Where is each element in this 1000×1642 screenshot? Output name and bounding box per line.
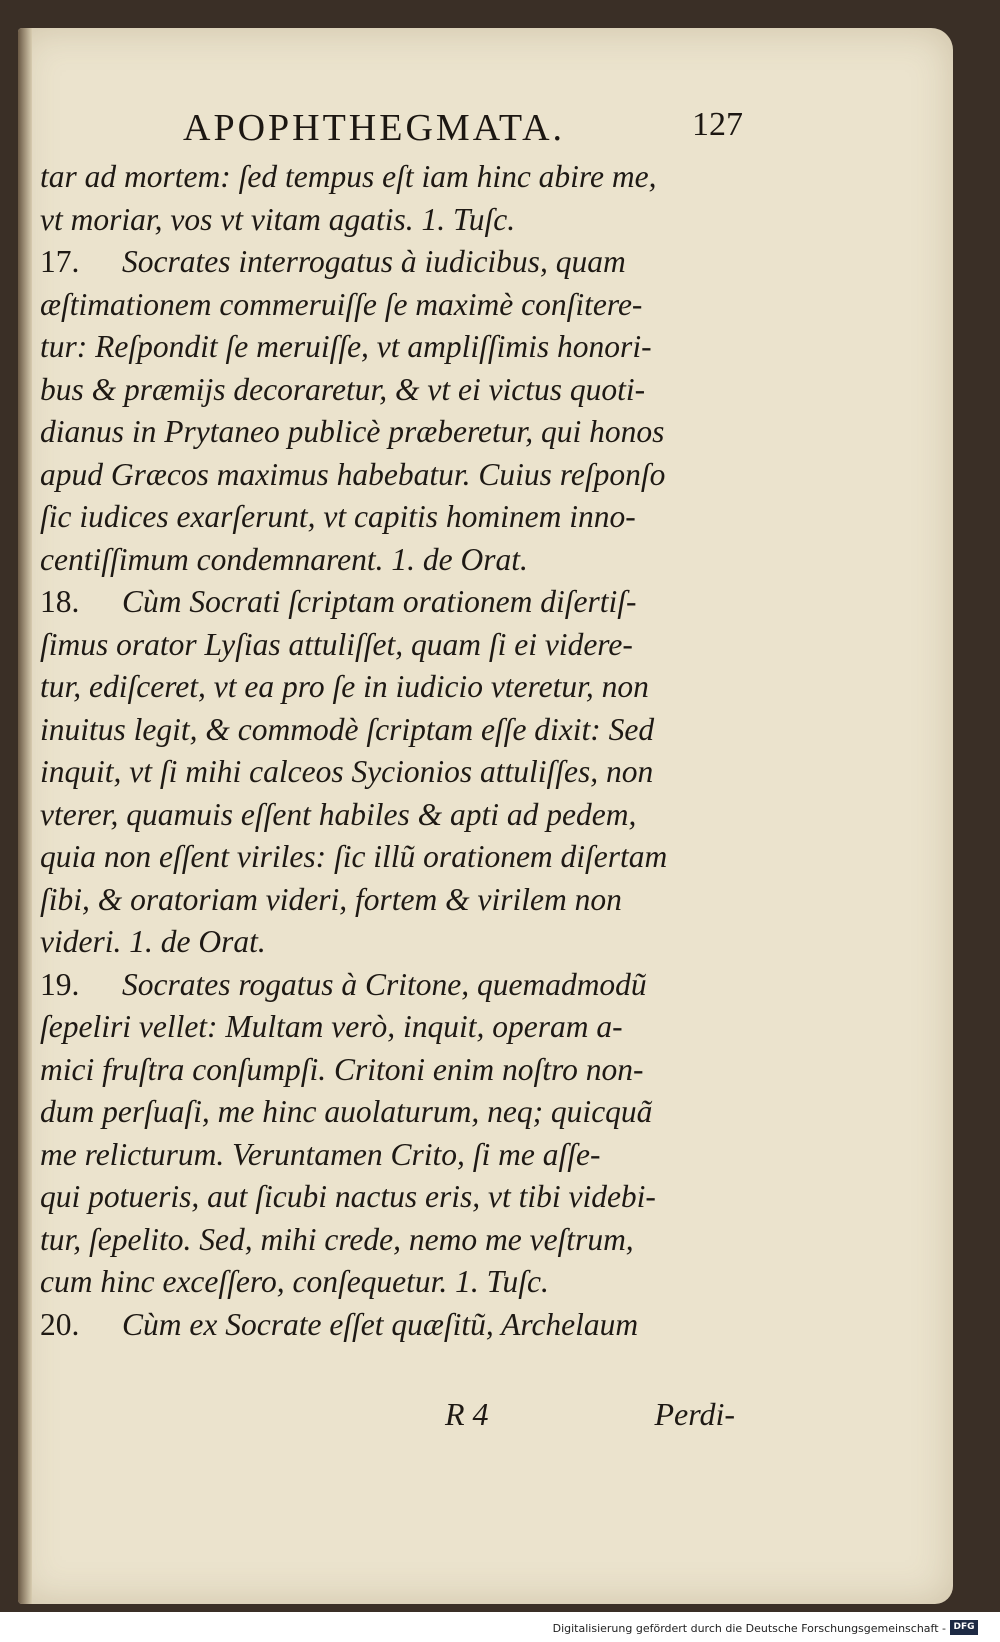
- text-line: dum perſuaſi, me hinc auolaturum, neq; quicquã: [40, 1094, 653, 1129]
- text-line: tur, ſepelito. Sed, mihi crede, nemo me veſtrum,: [40, 1221, 634, 1257]
- text-line: ſimus orator Lyſias attuliſſet, quam ſi ei videre-: [40, 626, 633, 662]
- entry-17-first-line: 17. Socrates interrogatus à iudicibus, quam: [40, 241, 740, 284]
- entry-number: 19.: [40, 966, 80, 1002]
- signature-mark: R 4: [445, 1396, 489, 1432]
- text-line: ſic iudices exarſerunt, vt capitis hominem inno-: [40, 499, 636, 534]
- entry-19-first-line: 19. Socrates rogatus à Critone, quemadmodũ: [40, 964, 740, 1007]
- text-line: inquit, vt ſi mihi calceos Sycionios attuliſſes, non: [40, 754, 654, 789]
- text-line: inuitus legit, & commodè ſcriptam eſſe dixit: Sed: [40, 711, 655, 747]
- text-block: [40, 156, 740, 1432]
- dfg-logo-icon: DFG: [950, 1620, 978, 1635]
- running-title: APOPHTHEGMATA.: [183, 107, 566, 149]
- text-line: tur, ediſceret, vt ea pro ſe in iudicio vteretur, non: [40, 669, 649, 704]
- page-footer: [40, 1396, 740, 1441]
- text-line: ſepeliri vellet: Multam verò, inquit, operam a-: [40, 1009, 623, 1044]
- text-line: videri. 1. de Orat.: [40, 924, 266, 959]
- text-line: me relicturum. Veruntamen Crito, ſi me aſſe-: [40, 1136, 601, 1172]
- entry-18-first-line: 18. Cùm Socrati ſcriptam orationem diſertiſ-: [40, 581, 740, 624]
- text-line: qui potueris, aut ſicubi nactus eris, vt tibi videbi-: [40, 1179, 656, 1214]
- catchword: Perdi-: [654, 1396, 735, 1432]
- book-page: [18, 28, 953, 1604]
- entry-20-first-line: 20. Cùm ex Socrate eſſet quæſitũ, Archelaum: [40, 1304, 740, 1347]
- text-line: tar ad mortem: ſed tempus eſt iam hinc abire me,: [40, 159, 657, 194]
- entry-number: 17.: [40, 244, 80, 279]
- text-line: quia non eſſent viriles: ſic illũ orationem diſertam: [40, 839, 668, 874]
- text-line: æſtimationem commeruiſſe ſe maximè conſitere-: [40, 286, 643, 322]
- text-line: vt moriar, vos vt vitam agatis. 1. Tuſc.: [40, 201, 516, 237]
- page-number: 127: [692, 106, 743, 143]
- text-line: vterer, quamuis eſſent habiles & apti ad pedem,: [40, 796, 637, 832]
- page-gutter-shadow: [18, 28, 32, 1604]
- text-line: ſibi, & oratoriam videri, fortem & virilem non: [40, 881, 622, 917]
- entry-number: 18.: [40, 584, 80, 619]
- text-line: tur: Reſpondit ſe meruiſſe, vt ampliſſimis honori-: [40, 329, 652, 364]
- text-line: centiſſimum condemnarent. 1. de Orat.: [40, 541, 528, 577]
- text-line: mici fruſtra conſumpſi. Critoni enim noſtro non-: [40, 1051, 644, 1087]
- text-line: bus & præmijs decoraretur, & vt ei victus quoti-: [40, 371, 646, 407]
- entry-number: 20.: [40, 1306, 80, 1342]
- text-line: apud Græcos maximus habebatur. Cuius reſponſo: [40, 456, 666, 492]
- text-line: dianus in Prytaneo publicè præberetur, qui honos: [40, 414, 665, 449]
- digitization-credit: Digitalisierung gefördert durch die Deutsche Forschungsgemeinschaft -: [552, 1622, 946, 1635]
- text-line: cum hinc exceſſero, conſequetur. 1. Tuſc.: [40, 1264, 549, 1299]
